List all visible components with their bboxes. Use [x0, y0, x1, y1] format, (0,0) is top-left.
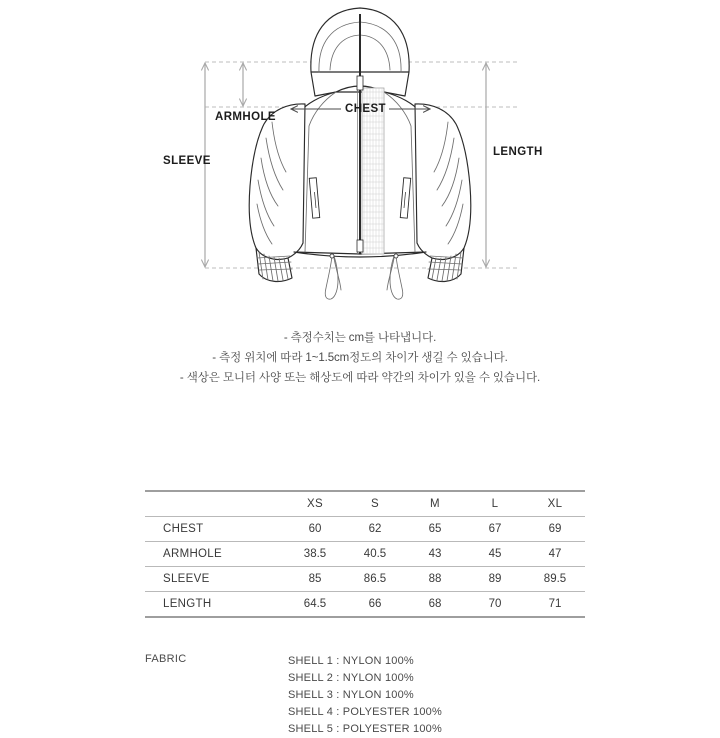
cell-chest-xl: 69 [525, 517, 585, 542]
note-line: - 측정수치는 cm를 나타냅니다. [283, 332, 437, 344]
fabric-line: SHELL 5 : POLYESTER 100% [288, 723, 442, 735]
table-row [145, 542, 585, 567]
length-label: LENGTH [493, 146, 543, 158]
size-chart [145, 490, 570, 618]
fabric-line: SHELL 3 : NYLON 100% [288, 689, 414, 701]
table-header-row [145, 491, 585, 517]
fabric-line: SHELL 2 : NYLON 100% [288, 672, 414, 684]
column-header-xl: XL [525, 491, 585, 517]
chest-label: CHEST [345, 103, 386, 115]
cell-length-s: 66 [345, 592, 405, 618]
cell-sleeve-l: 89 [465, 567, 525, 592]
jacket-illustration [0, 0, 720, 312]
fabric-list [288, 653, 442, 738]
cell-sleeve-xs: 85 [285, 567, 345, 592]
measurement-diagram [0, 0, 720, 310]
column-header-xs: XS [285, 491, 345, 517]
cell-sleeve-xl: 89.5 [525, 567, 585, 592]
row-label-sleeve: SLEEVE [145, 567, 285, 592]
measurement-notes [0, 328, 720, 388]
cell-chest-s: 62 [345, 517, 405, 542]
cell-length-m: 68 [405, 592, 465, 618]
jacket-drawing [249, 8, 471, 299]
cell-armhole-l: 45 [465, 542, 525, 567]
size-table [145, 490, 585, 618]
armhole-label: ARMHOLE [215, 111, 276, 123]
row-label-length: LENGTH [145, 592, 285, 618]
cell-chest-m: 65 [405, 517, 465, 542]
fabric-label: FABRIC [145, 653, 187, 665]
cell-length-xs: 64.5 [285, 592, 345, 618]
cell-armhole-xl: 47 [525, 542, 585, 567]
fabric-line: SHELL 4 : POLYESTER 100% [288, 706, 442, 718]
column-header-s: S [345, 491, 405, 517]
table-corner-cell [145, 491, 285, 517]
table-row [145, 517, 585, 542]
column-header-l: L [465, 491, 525, 517]
drawcord-left [325, 256, 341, 299]
note-line: - 색상은 모니터 사양 또는 해상도에 따라 약간의 차이가 있을 수 있습니다. [179, 372, 541, 384]
drawcord-right [387, 256, 403, 299]
table-row [145, 592, 585, 618]
cell-sleeve-s: 86.5 [345, 567, 405, 592]
column-header-m: M [405, 491, 465, 517]
cell-chest-xs: 60 [285, 517, 345, 542]
row-label-armhole: ARMHOLE [145, 542, 285, 567]
cell-length-l: 70 [465, 592, 525, 618]
table-row [145, 567, 585, 592]
cell-sleeve-m: 88 [405, 567, 465, 592]
note-line: - 측정 위치에 따라 1~1.5cm정도의 차이가 생길 수 있습니다. [212, 352, 508, 364]
sleeve-label: SLEEVE [163, 155, 211, 167]
cell-chest-l: 67 [465, 517, 525, 542]
fabric-line: SHELL 1 : NYLON 100% [288, 655, 414, 667]
cell-armhole-s: 40.5 [345, 542, 405, 567]
cell-armhole-m: 43 [405, 542, 465, 567]
row-label-chest: CHEST [145, 517, 285, 542]
cell-armhole-xs: 38.5 [285, 542, 345, 567]
cell-length-xl: 71 [525, 592, 585, 618]
